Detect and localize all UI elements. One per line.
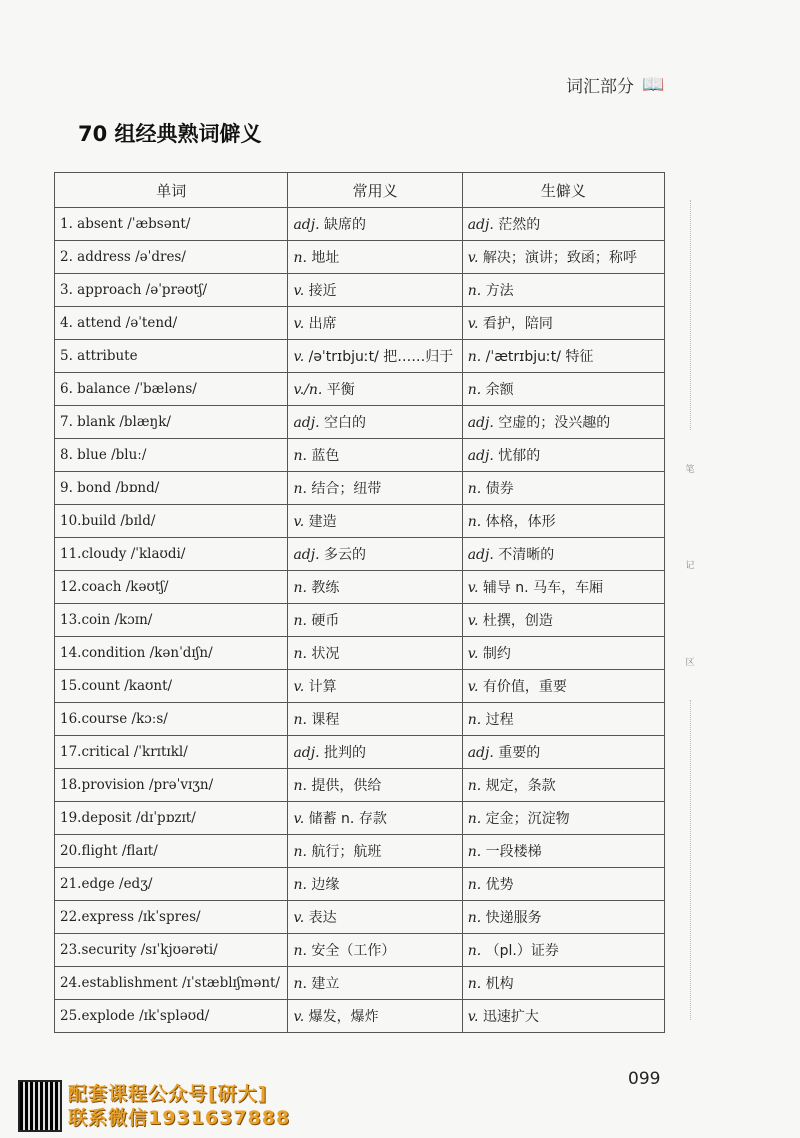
meaning-text: 表达	[304, 910, 337, 926]
table-row	[55, 637, 665, 670]
word-cell: 20.flight /flaɪt/	[55, 835, 288, 868]
table-row	[55, 736, 665, 769]
rare-meaning-cell	[462, 868, 664, 901]
section-header	[566, 72, 664, 97]
common-meaning-cell	[288, 670, 462, 703]
word-cell: 23.security /sɪˈkjʊərəti/	[55, 934, 288, 967]
part-of-speech: n.	[293, 976, 307, 992]
word-cell: 17.critical /ˈkrɪtɪkl/	[55, 736, 288, 769]
meaning-text: 机构	[481, 976, 514, 992]
common-meaning-cell	[288, 307, 462, 340]
part-of-speech: adj.	[293, 415, 320, 431]
common-meaning-cell	[288, 868, 462, 901]
meaning-text: 接近	[304, 283, 337, 299]
meaning-text: 重要的	[493, 745, 541, 761]
rare-meaning-cell	[462, 934, 664, 967]
meaning-text: 看护，陪同	[478, 316, 553, 332]
word-cell: 25.explode /ɪkˈspləʊd/	[55, 1000, 288, 1033]
part-of-speech: n.	[293, 646, 307, 662]
meaning-text: 爆发，爆炸	[304, 1009, 379, 1025]
word-cell: 9. bond /bɒnd/	[55, 472, 288, 505]
common-meaning-cell	[288, 373, 462, 406]
meaning-text: 忧郁的	[493, 448, 541, 464]
word-cell: 7. blank /blæŋk/	[55, 406, 288, 439]
rare-meaning-cell	[462, 373, 664, 406]
rare-meaning-cell	[462, 241, 664, 274]
common-meaning-cell	[288, 505, 462, 538]
meaning-text: /əˈtrɪbjuːt/ 把……归于	[304, 349, 454, 365]
part-of-speech: n.	[467, 382, 482, 398]
part-of-speech: n.	[293, 943, 307, 959]
table-row	[55, 571, 665, 604]
table-row	[55, 670, 665, 703]
meaning-text: 地址	[306, 250, 340, 266]
notes-char: 记	[685, 561, 695, 571]
table-row	[55, 373, 665, 406]
part-of-speech: n.	[293, 613, 307, 629]
word-cell: 2. address /əˈdres/	[55, 241, 288, 274]
notes-divider	[690, 700, 691, 1020]
rare-meaning-cell	[462, 406, 664, 439]
rare-meaning-cell	[462, 274, 664, 307]
table-row	[55, 439, 665, 472]
part-of-speech: n.	[467, 349, 482, 365]
rare-meaning-cell	[462, 604, 664, 637]
part-of-speech: n.	[467, 811, 482, 827]
rare-meaning-cell	[462, 901, 664, 934]
meaning-text: 规定，条款	[481, 778, 556, 794]
column-header-rare-meaning: 生僻义	[462, 173, 664, 208]
rare-meaning-cell	[462, 736, 664, 769]
rare-meaning-cell	[462, 472, 664, 505]
table-row	[55, 967, 665, 1000]
part-of-speech: n.	[467, 877, 482, 893]
rare-meaning-cell	[462, 835, 664, 868]
part-of-speech: n.	[467, 976, 482, 992]
meaning-text: 硬币	[306, 613, 340, 629]
table-row	[55, 604, 665, 637]
part-of-speech: adj.	[293, 745, 320, 761]
part-of-speech: v.	[293, 283, 305, 299]
meaning-text: 体格，体形	[481, 514, 556, 530]
table-row	[55, 835, 665, 868]
word-cell: 5. attribute	[55, 340, 288, 373]
table-row	[55, 802, 665, 835]
part-of-speech: n.	[467, 910, 482, 926]
meaning-text: 多云的	[319, 547, 367, 563]
part-of-speech: n.	[293, 877, 307, 893]
word-cell: 6. balance /ˈbæləns/	[55, 373, 288, 406]
meaning-text: 储蓄 n. 存款	[304, 811, 387, 827]
column-header-common-meaning: 常用义	[288, 173, 462, 208]
notes-margin	[683, 200, 697, 1020]
rare-meaning-cell	[462, 208, 664, 241]
meaning-text: /ˈætrɪbjuːt/ 特征	[481, 349, 594, 365]
meaning-text: 快递服务	[481, 910, 542, 926]
part-of-speech: adj.	[467, 415, 494, 431]
meaning-text: 教练	[306, 580, 340, 596]
common-meaning-cell	[288, 439, 462, 472]
word-cell: 15.count /kaʊnt/	[55, 670, 288, 703]
meaning-text: 债券	[481, 481, 514, 497]
meaning-text: 建造	[304, 514, 337, 530]
part-of-speech: adj.	[467, 745, 494, 761]
table-header-row	[55, 173, 665, 208]
promo-line: 配套课程公众号[研大]	[68, 1083, 268, 1105]
part-of-speech: v.	[293, 514, 305, 530]
part-of-speech: n.	[467, 712, 482, 728]
word-cell: 1. absent /ˈæbsənt/	[55, 208, 288, 241]
meaning-text: 迅速扩大	[478, 1009, 539, 1025]
table-row	[55, 472, 665, 505]
meaning-text: 安全（工作）	[306, 943, 396, 959]
meaning-text: 边缘	[306, 877, 340, 893]
part-of-speech: n.	[293, 580, 307, 596]
part-of-speech: v.	[293, 679, 305, 695]
meaning-text: 优势	[481, 877, 514, 893]
part-of-speech: n.	[293, 778, 307, 794]
rare-meaning-cell	[462, 670, 664, 703]
rare-meaning-cell	[462, 967, 664, 1000]
table-row	[55, 340, 665, 373]
page-title: 70 组经典熟词僻义	[78, 122, 262, 146]
word-cell: 10.build /bɪld/	[55, 505, 288, 538]
promo-line: 联系微信1931637888	[68, 1107, 291, 1129]
rare-meaning-cell	[462, 538, 664, 571]
meaning-text: 蓝色	[306, 448, 340, 464]
meaning-text: 出席	[304, 316, 337, 332]
common-meaning-cell	[288, 703, 462, 736]
part-of-speech: n.	[467, 481, 482, 497]
part-of-speech: adj.	[293, 547, 320, 563]
common-meaning-cell	[288, 208, 462, 241]
meaning-text: 一段楼梯	[481, 844, 542, 860]
table-row	[55, 406, 665, 439]
table-row	[55, 1000, 665, 1033]
part-of-speech: n.	[467, 778, 482, 794]
common-meaning-cell	[288, 967, 462, 1000]
meaning-text: 结合；纽带	[306, 481, 382, 497]
common-meaning-cell	[288, 736, 462, 769]
part-of-speech: v.	[467, 1009, 479, 1025]
rare-meaning-cell	[462, 340, 664, 373]
part-of-speech: v.	[293, 316, 305, 332]
rare-meaning-cell	[462, 1000, 664, 1033]
common-meaning-cell	[288, 637, 462, 670]
common-meaning-cell	[288, 1000, 462, 1033]
meaning-text: 制约	[478, 646, 511, 662]
meaning-text: 课程	[306, 712, 340, 728]
table-row	[55, 769, 665, 802]
section-title: 词汇部分	[566, 77, 634, 97]
word-cell: 21.edge /edʒ/	[55, 868, 288, 901]
word-cell: 11.cloudy /ˈklaʊdi/	[55, 538, 288, 571]
common-meaning-cell	[288, 802, 462, 835]
rare-meaning-cell	[462, 571, 664, 604]
rare-meaning-cell	[462, 802, 664, 835]
part-of-speech: n.	[467, 283, 482, 299]
meaning-text: 状况	[306, 646, 340, 662]
word-cell: 12.coach /kəʊtʃ/	[55, 571, 288, 604]
common-meaning-cell	[288, 769, 462, 802]
meaning-text: 缺席的	[319, 217, 367, 233]
table-row	[55, 934, 665, 967]
common-meaning-cell	[288, 934, 462, 967]
table-row	[55, 505, 665, 538]
part-of-speech: n.	[293, 712, 307, 728]
meaning-text: 过程	[481, 712, 514, 728]
meaning-text: 有价值，重要	[478, 679, 567, 695]
part-of-speech: v.	[467, 613, 479, 629]
notes-divider	[690, 200, 691, 430]
word-cell: 22.express /ɪkˈspres/	[55, 901, 288, 934]
common-meaning-cell	[288, 472, 462, 505]
meaning-text: 杜撰，创造	[478, 613, 553, 629]
meaning-text: （pl.）证券	[481, 943, 559, 959]
rare-meaning-cell	[462, 703, 664, 736]
meaning-text: 方法	[481, 283, 514, 299]
rare-meaning-cell	[462, 769, 664, 802]
table-row	[55, 703, 665, 736]
table-body	[55, 208, 665, 1033]
rare-meaning-cell	[462, 505, 664, 538]
table-row	[55, 901, 665, 934]
common-meaning-cell	[288, 901, 462, 934]
meaning-text: 辅导 n. 马车，车厢	[478, 580, 604, 596]
common-meaning-cell	[288, 241, 462, 274]
meaning-text: 空虚的；没兴趣的	[493, 415, 611, 431]
notes-char: 笔	[685, 465, 695, 475]
part-of-speech: v.	[467, 580, 479, 596]
part-of-speech: v.	[293, 910, 305, 926]
word-cell: 19.deposit /dɪˈpɒzɪt/	[55, 802, 288, 835]
part-of-speech: n.	[293, 448, 307, 464]
vocabulary-table	[54, 172, 665, 1033]
meaning-text: 批判的	[319, 745, 367, 761]
part-of-speech: v.	[467, 646, 479, 662]
word-cell: 18.provision /prəˈvɪʒn/	[55, 769, 288, 802]
notes-char: 区	[685, 658, 695, 668]
part-of-speech: n.	[293, 481, 307, 497]
table-row	[55, 538, 665, 571]
part-of-speech: n.	[467, 844, 482, 860]
part-of-speech: v./n.	[293, 382, 323, 398]
word-cell: 16.course /kɔːs/	[55, 703, 288, 736]
table-row	[55, 274, 665, 307]
meaning-text: 平衡	[322, 382, 355, 398]
word-cell: 3. approach /əˈprəʊtʃ/	[55, 274, 288, 307]
meaning-text: 计算	[304, 679, 337, 695]
part-of-speech: v.	[467, 250, 479, 266]
meaning-text: 不清晰的	[493, 547, 555, 563]
part-of-speech: n.	[467, 514, 482, 530]
column-header-word: 单词	[55, 173, 288, 208]
common-meaning-cell	[288, 274, 462, 307]
word-cell: 4. attend /əˈtend/	[55, 307, 288, 340]
qr-code-icon	[18, 1080, 62, 1132]
common-meaning-cell	[288, 406, 462, 439]
part-of-speech: v.	[467, 679, 479, 695]
part-of-speech: n.	[293, 844, 307, 860]
book-icon: 📖	[642, 74, 665, 95]
part-of-speech: n.	[467, 943, 482, 959]
part-of-speech: v.	[293, 811, 305, 827]
common-meaning-cell	[288, 340, 462, 373]
common-meaning-cell	[288, 835, 462, 868]
part-of-speech: v.	[293, 349, 305, 365]
promo-watermark	[18, 1080, 290, 1132]
part-of-speech: n.	[293, 250, 307, 266]
part-of-speech: v.	[293, 1009, 305, 1025]
word-cell: 24.establishment /ɪˈstæblɪʃmənt/	[55, 967, 288, 1000]
meaning-text: 定金；沉淀物	[481, 811, 570, 827]
rare-meaning-cell	[462, 439, 664, 472]
common-meaning-cell	[288, 538, 462, 571]
part-of-speech: v.	[467, 316, 479, 332]
page-number: 099	[628, 1069, 661, 1089]
part-of-speech: adj.	[293, 217, 320, 233]
common-meaning-cell	[288, 604, 462, 637]
meaning-text: 空白的	[319, 415, 367, 431]
part-of-speech: adj.	[467, 448, 494, 464]
meaning-text: 余额	[481, 382, 514, 398]
meaning-text: 解决；演讲；致函；称呼	[478, 250, 637, 266]
meaning-text: 建立	[306, 976, 340, 992]
part-of-speech: adj.	[467, 547, 494, 563]
meaning-text: 航行；航班	[306, 844, 382, 860]
table-row	[55, 307, 665, 340]
word-cell: 8. blue /bluː/	[55, 439, 288, 472]
common-meaning-cell	[288, 571, 462, 604]
word-cell: 14.condition /kənˈdɪʃn/	[55, 637, 288, 670]
table-row	[55, 241, 665, 274]
table-row	[55, 868, 665, 901]
part-of-speech: adj.	[467, 217, 494, 233]
meaning-text: 茫然的	[493, 217, 541, 233]
rare-meaning-cell	[462, 637, 664, 670]
meaning-text: 提供，供给	[306, 778, 382, 794]
rare-meaning-cell	[462, 307, 664, 340]
table-row	[55, 208, 665, 241]
word-cell: 13.coin /kɔɪn/	[55, 604, 288, 637]
